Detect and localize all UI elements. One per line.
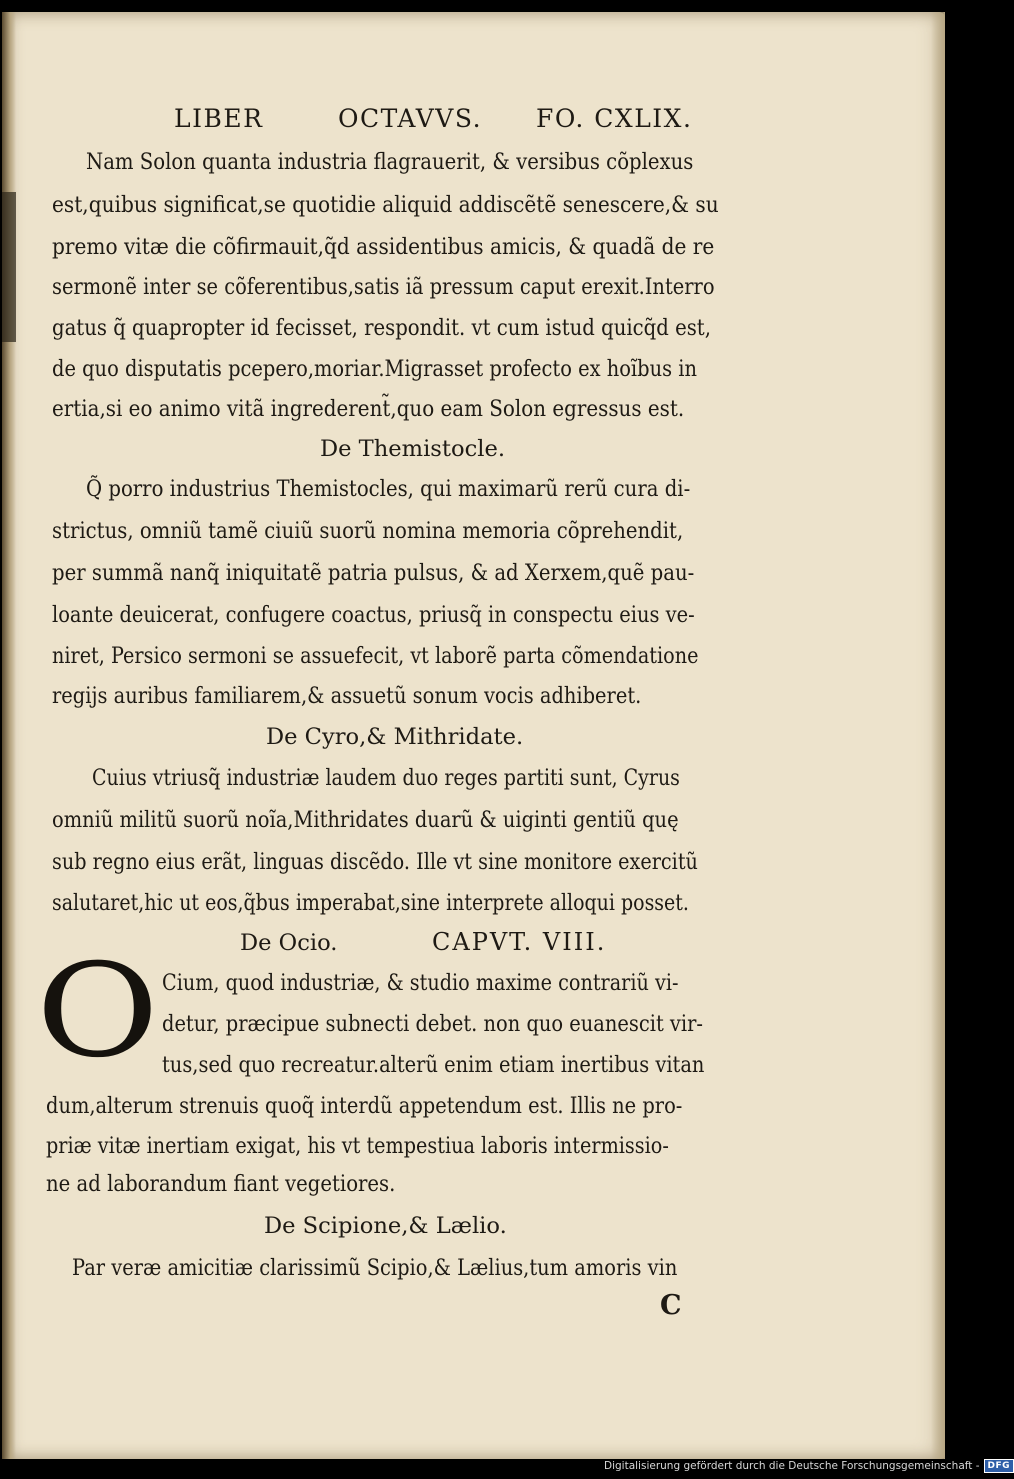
text-line: salutaret,hic ut eos,q̃bus imperabat,sine interprete alloqui posset. <box>52 890 689 916</box>
text-line: per summã nanq̃ iniquitatẽ patria pulsus, & ad Xerxem,quẽ pau- <box>52 560 695 586</box>
running-header-octavus: OCTAVVS. <box>338 104 483 133</box>
text-line: ne ad laborandum fiant vegetiores. <box>46 1171 396 1197</box>
text-line: Par veræ amicitiæ clarissimũ Scipio,& Lælius,tum amoris vin <box>72 1255 678 1281</box>
text-line: sermonẽ inter se cõferentibus,satis iã pressum caput erexit.Interro <box>52 274 715 300</box>
text-line: Nam Solon quanta industria flagrauerit, & versibus cõplexus <box>86 149 694 175</box>
text-line: dum,alterum strenuis quoq̃ interdũ appetendum est. Illis ne pro- <box>46 1093 683 1119</box>
text-line: Cium, quod industriæ, & studio maxime contrariũ vi- <box>162 970 679 996</box>
chapter-label: CAPVT. VIII. <box>432 928 607 956</box>
drop-cap-initial: O <box>36 936 159 1087</box>
text-line: tus,sed quo recreatur.alterũ enim etiam inertibus vitan <box>162 1052 705 1078</box>
text-line: sub regno eius erãt, linguas discẽdo. Ille vt sine monitore exercitũ <box>52 849 698 875</box>
text-line: strictus, omniũ tamẽ ciuiũ suorũ nomina memoria cõprehendit, <box>52 518 684 544</box>
text-line: est,quibus significat,se quotidie aliquid addiscẽtẽ senescere,& su <box>52 192 719 218</box>
section-heading-cyrus: De Cyro,& Mithridate. <box>266 724 524 750</box>
section-heading-scipio: De Scipione,& Lælio. <box>264 1213 507 1239</box>
text-line: Q̃ porro industrius Themistocles, qui maximarũ rerũ cura di- <box>86 476 691 502</box>
text-line: gatus q̃ quapropter id fecisset, respondit. vt cum istud quicq̃d est, <box>52 315 711 341</box>
text-line: de quo disputatis pcepero,moriar.Migrasset profecto ex hoĩbus in <box>52 356 697 382</box>
text-line: detur, præcipue subnecti debet. non quo euanescit vir- <box>162 1011 703 1037</box>
section-heading-themistocles: De Themistocle. <box>320 436 506 462</box>
printer-signature-mark: C <box>660 1290 682 1321</box>
book-page <box>2 12 945 1459</box>
binding-shadow <box>2 192 16 342</box>
credit-text: Digitalisierung gefördert durch die Deutsche Forschungsgemeinschaft - <box>604 1460 980 1472</box>
text-line: loante deuicerat, confugere coactus, priusq̃ in conspectu eius ve- <box>52 602 695 628</box>
text-line: priæ vitæ inertiam exigat, his vt tempestiua laboris intermissio- <box>46 1133 669 1159</box>
running-header-liber: LIBER <box>174 104 264 133</box>
text-line: premo vitæ die cõfirmauit,q̃d assidentibus amicis, & quadã de re <box>52 234 715 260</box>
text-line: niret, Persico sermoni se assuefecit, vt laborẽ parta cõmendatione <box>52 643 699 669</box>
text-line: regijs auribus familiarem,& assuetũ sonum vocis adhiberet. <box>52 683 642 709</box>
text-line: ertia,si eo animo vitã ingrederent̃,quo eam Solon egressus est. <box>52 396 685 422</box>
text-line: Cuius vtriusq̃ industriæ laudem duo reges partiti sunt, Cyrus <box>92 765 680 791</box>
dfg-logo-icon: DFG <box>984 1459 1014 1473</box>
text-line: omniũ militũ suorũ noĩa,Mithridates duarũ & uiginti gentiũ quę <box>52 807 679 833</box>
section-heading-ocio: De Ocio. <box>240 930 338 956</box>
running-header-folio: FO. CXLIX. <box>536 104 693 133</box>
digitization-credit <box>604 1459 1014 1473</box>
